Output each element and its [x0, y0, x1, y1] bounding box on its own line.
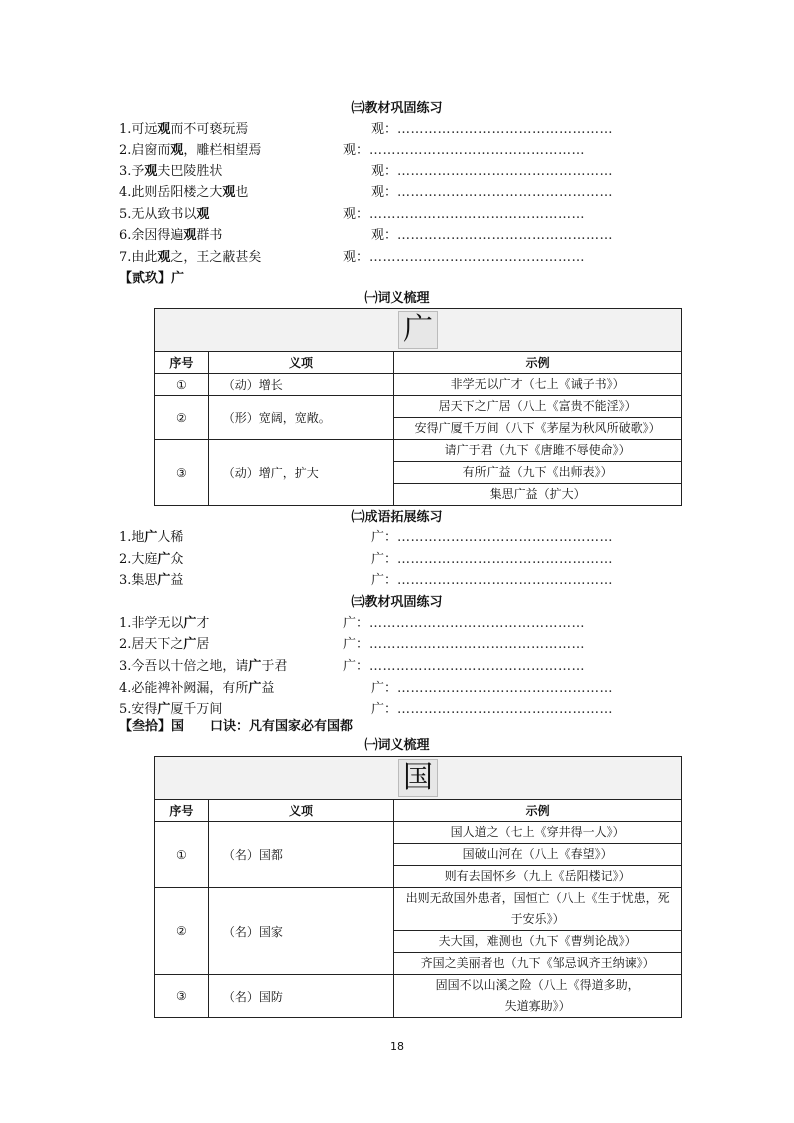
meaning-cell: （形）宽阔，宽敞。 — [208, 396, 393, 440]
answer-blank[interactable]: 观：………………………………………… — [343, 207, 586, 222]
list-item: 6.余因得遍观群书 — [119, 228, 223, 243]
meaning-cell: （名）国防 — [208, 975, 393, 1018]
row-number: ① — [155, 374, 209, 396]
example-cell: 出则无敌国外患者，国恒亡（八上《生于忧患，死于安乐》） — [394, 888, 682, 931]
example-cell: 集思广益（扩大） — [394, 484, 682, 506]
example-cell: 则有去国怀乡（九上《岳阳楼记》） — [394, 866, 682, 888]
col-header: 义项 — [208, 352, 393, 374]
list-item: 1.非学无以广才 — [119, 616, 210, 631]
meaning-cell: （动）增广，扩大 — [208, 440, 393, 506]
table-char-cell — [155, 757, 682, 800]
section-title-guo: 【叁拾】国 口诀：凡有国家必有国都 — [119, 719, 354, 734]
example-cell: 齐国之美丽者也（九下《邹忌讽齐王纳谏》） — [394, 953, 682, 975]
list-item: 3.集思广益 — [119, 573, 184, 588]
answer-blank[interactable]: 观：………………………………………… — [371, 122, 614, 137]
answer-blank[interactable]: 广：………………………………………… — [371, 573, 614, 588]
answer-blank[interactable]: 观：………………………………………… — [371, 164, 614, 179]
row-number: ③ — [155, 975, 209, 1018]
section-title-guang: 【贰玖】广 — [119, 271, 185, 286]
table-row — [155, 888, 682, 931]
list-item: 3.予观夫巴陵胜状 — [119, 164, 223, 179]
answer-blank[interactable]: 广：………………………………………… — [371, 552, 614, 567]
headword-char: 广 — [398, 311, 438, 349]
table-header-row — [155, 352, 682, 374]
table-header-row — [155, 800, 682, 822]
answer-blank[interactable]: 广：………………………………………… — [343, 659, 586, 674]
example-cell: 固国不以山溪之险（八上《得道多助，失道寡助》） — [394, 975, 682, 1018]
row-number: ② — [155, 396, 209, 440]
guang-exercise-heading: ㈢教材巩固练习 — [351, 595, 443, 610]
example-cell: 非学无以广才（七上《诫子书》） — [394, 374, 682, 396]
list-item: 3.今吾以十倍之地，请广于君 — [119, 659, 288, 674]
table-row — [155, 822, 682, 844]
col-header: 义项 — [208, 800, 393, 822]
answer-blank[interactable]: 观：………………………………………… — [343, 250, 586, 265]
table-row — [155, 374, 682, 396]
col-header: 示例 — [394, 352, 682, 374]
list-item: 2.居天下之广居 — [119, 637, 210, 652]
example-cell: 国人道之（七上《穿井得一人》） — [394, 822, 682, 844]
example-cell: 夫大国，难测也（九下《曹刿论战》） — [394, 931, 682, 953]
answer-blank[interactable]: 广：………………………………………… — [371, 681, 614, 696]
table-row — [155, 975, 682, 1018]
col-header: 序号 — [155, 800, 209, 822]
table-row — [155, 396, 682, 418]
list-item: 1.可远观而不可亵玩焉 — [119, 122, 249, 137]
row-number: ① — [155, 822, 209, 888]
row-number: ③ — [155, 440, 209, 506]
list-item: 4.必能裨补阙漏，有所广益 — [119, 681, 275, 696]
example-cell: 国破山河在（八上《春望》） — [394, 844, 682, 866]
guang-meaning-table — [154, 308, 682, 506]
list-item: 2.大庭广众 — [119, 552, 184, 567]
answer-blank[interactable]: 观：………………………………………… — [343, 143, 586, 158]
answer-blank[interactable]: 广：………………………………………… — [371, 702, 614, 717]
list-item: 1.地广人稀 — [119, 530, 184, 545]
list-item: 5.无从致书以观 — [119, 207, 210, 222]
answer-blank[interactable]: 广：………………………………………… — [343, 616, 586, 631]
col-header: 示例 — [394, 800, 682, 822]
guo-meaning-table — [154, 756, 682, 1018]
list-item: 2.启窗而观，雕栏相望焉 — [119, 143, 262, 158]
guo-meaning-heading: ㈠词义梳理 — [364, 738, 430, 753]
meaning-cell: （名）国家 — [208, 888, 393, 975]
example-cell: 有所广益（九下《出师表》） — [394, 462, 682, 484]
page-number: 18 — [390, 1040, 404, 1053]
answer-blank[interactable]: 广：………………………………………… — [343, 637, 586, 652]
example-cell: 请广于君（九下《唐雎不辱使命》） — [394, 440, 682, 462]
headword-char: 国 — [398, 759, 438, 797]
guang-meaning-heading: ㈠词义梳理 — [364, 291, 430, 306]
example-cell: 安得广厦千万间（八下《茅屋为秋风所破歌》） — [394, 418, 682, 440]
example-cell: 居天下之广居（八上《富贵不能淫》） — [394, 396, 682, 418]
meaning-cell: （动）增长 — [208, 374, 393, 396]
answer-blank[interactable]: 广：………………………………………… — [371, 530, 614, 545]
answer-blank[interactable]: 观：………………………………………… — [371, 185, 614, 200]
meaning-cell: （名）国都 — [208, 822, 393, 888]
guan-exercise-heading: ㈢教材巩固练习 — [351, 101, 443, 116]
row-number: ② — [155, 888, 209, 975]
list-item: 5.安得广厦千万间 — [119, 702, 223, 717]
list-item: 7.由此观之，王之蔽甚矣 — [119, 250, 262, 265]
answer-blank[interactable]: 观：………………………………………… — [371, 228, 614, 243]
list-item: 4.此则岳阳楼之大观也 — [119, 185, 249, 200]
table-row — [155, 440, 682, 462]
col-header: 序号 — [155, 352, 209, 374]
guang-idiom-heading: ㈡成语拓展练习 — [351, 510, 443, 525]
table-char-cell — [155, 309, 682, 352]
